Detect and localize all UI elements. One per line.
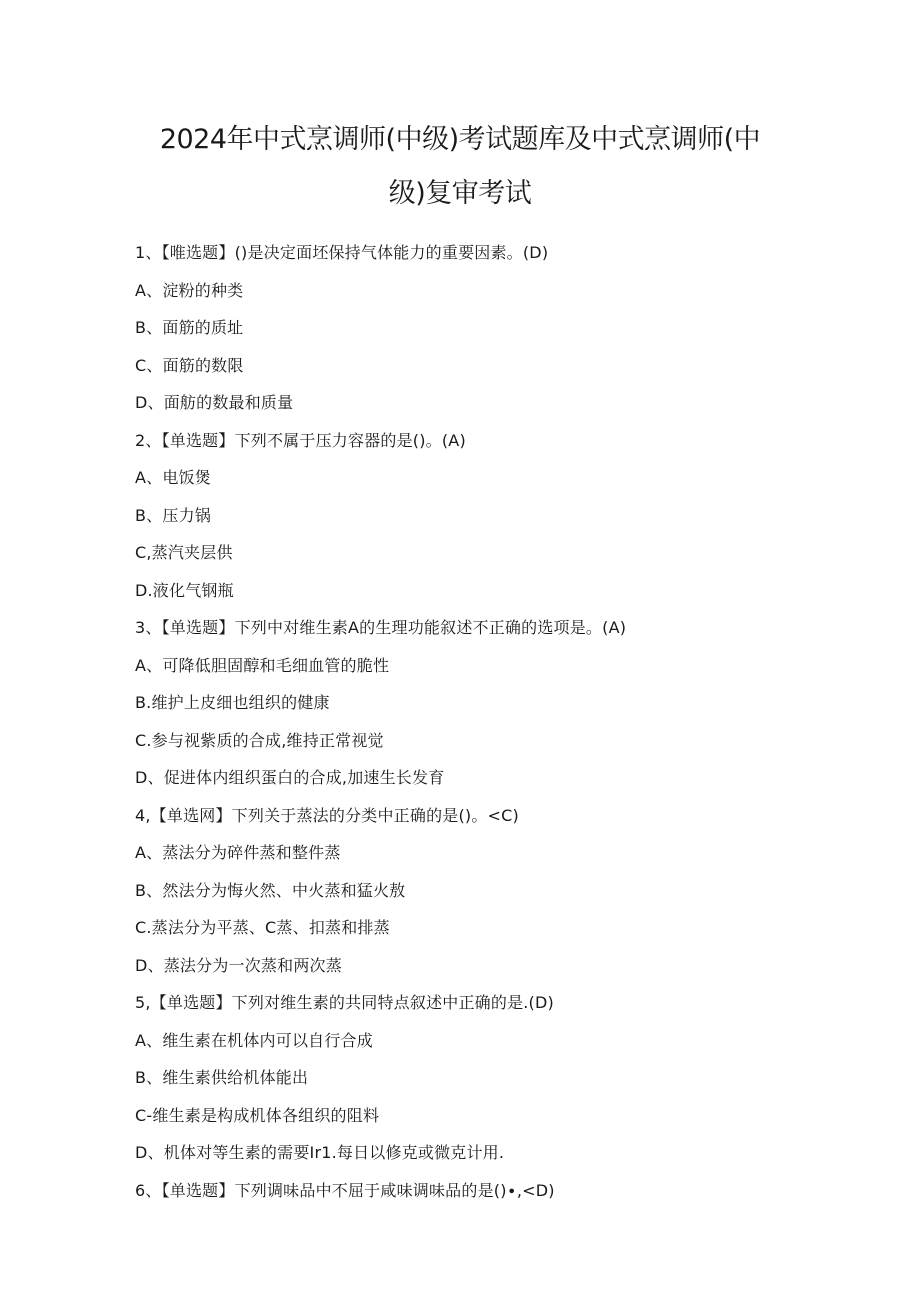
- option-line: A、电饭煲: [135, 468, 211, 487]
- option-line: C-维生素是构成机体各组织的阻料: [135, 1105, 380, 1125]
- option-line: D、机体对等生素的需要Ir1.每日以修克或微克计用.: [135, 1143, 505, 1162]
- option-line: C、面筋的数限: [135, 355, 244, 375]
- option-line: B、面筋的质址: [135, 318, 244, 337]
- option-line: D.液化气钢瓶: [135, 580, 234, 600]
- option-line: B.维护上皮细也组织的健康: [135, 693, 330, 712]
- option-line: B、然法分为悔火然、中火蒸和猛火敖: [135, 880, 406, 900]
- question-list: [135, 238, 835, 1213]
- option-line: A、蒸法分为碎件蒸和整件蒸: [135, 843, 341, 862]
- question-1: 1、【唯选题】()是决定面坯保持气体能力的重要因素。(D): [135, 243, 549, 262]
- question-3: 3、【单选题】下列中对维生素A的生理功能叙述不正确的选项是。(A): [135, 618, 627, 637]
- option-line: D、蒸法分为一次蒸和两次蒸: [135, 955, 342, 975]
- question-6: 6、【单选题】下列调味品中不屈于咸味调味品的是()∙,<D): [135, 1180, 555, 1200]
- option-line: B、压力锅: [135, 505, 211, 525]
- option-line: D、促进体内组织蛋白的合成,加速生长发育: [135, 768, 445, 787]
- option-line: D、面舫的数最和质量: [135, 393, 294, 412]
- option-line: C.参与视紫质的合成,维持正常视觉: [135, 730, 384, 750]
- option-line: A、维生素在机体内可以自行合成: [135, 1030, 373, 1050]
- option-line: B、维生素供给机体能出: [135, 1068, 309, 1087]
- document-title: [150, 113, 770, 221]
- title-line-1: 2024年中式烹调师(中级)考试题库及中式烹调师(中: [159, 124, 761, 155]
- question-4: 4,【单选网】下列关于蒸法的分类中正确的是()。<C): [135, 805, 519, 825]
- option-line: A、淀粉的种类: [135, 280, 244, 300]
- question-5: 5,【单选题】下列对维生素的共同特点叙述中正确的是.(D): [135, 993, 554, 1012]
- option-line: A、可降低胆固醇和毛细血管的脆性: [135, 655, 390, 675]
- option-line: C.蒸法分为平蒸、C蒸、扣蒸和排蒸: [135, 918, 390, 937]
- question-2: 2、【单选题】下列不属于压力容器的是()。(A): [135, 430, 466, 450]
- title-line-2: 级)复审考试: [388, 178, 532, 209]
- option-line: C,蒸汽夹层供: [135, 543, 233, 562]
